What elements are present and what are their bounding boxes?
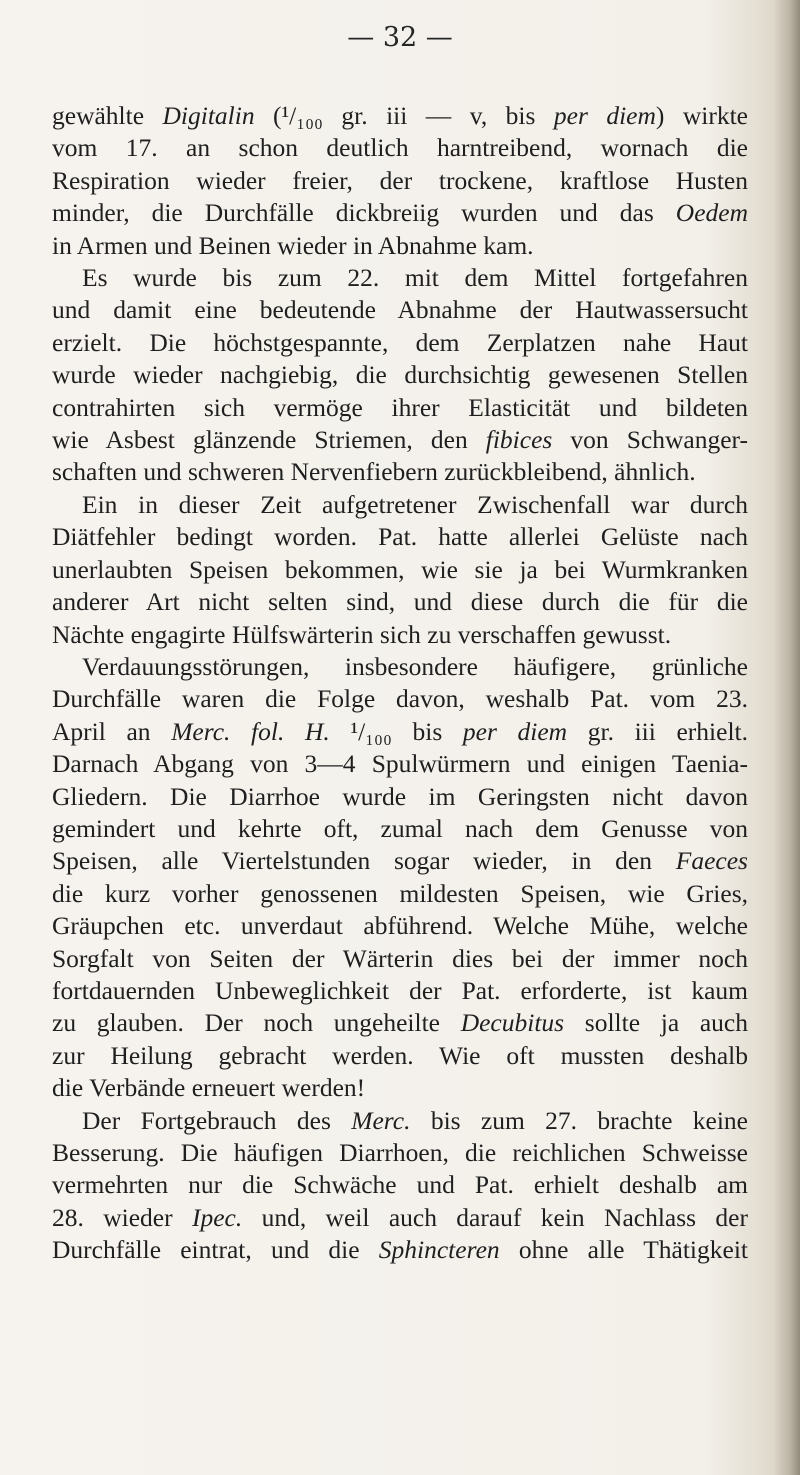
text-line: anderer Art nicht selten sind, und diese durch die für die xyxy=(52,587,748,617)
italic-term: fibices xyxy=(485,425,553,455)
text-line: die Verbände erneuert werden! xyxy=(52,1073,366,1103)
text-line: wurde wieder nachgiebig, die durchsichtig gewesenen Stellen xyxy=(52,360,748,390)
page-number: — 32 — xyxy=(347,22,453,53)
body-text xyxy=(52,100,748,1267)
text-line: Der Fortgebrauch des Merc. bis zum 27. brachte keine xyxy=(82,1105,749,1135)
text-line: Sorgfalt von Seiten der Wärterin dies bei der immer noch xyxy=(52,943,748,973)
text-line: Diätfehler bedingt worden. Pat. hatte allerlei Gelüste nach xyxy=(52,522,748,552)
text-line: wie Asbest glänzende Striemen, den fibices von Schwanger- xyxy=(52,425,748,455)
text-line: 28. wieder Ipec. und, weil auch darauf kein Nachlass der xyxy=(52,1202,748,1232)
italic-term: Sphincteren xyxy=(378,1235,500,1265)
text-line: schaften und schweren Nervenfiebern zurückbleibend, ähnlich. xyxy=(52,457,696,487)
italic-term: Oedem xyxy=(675,198,748,228)
italic-term: Digitalin xyxy=(162,101,255,130)
text-line: Nächte engagirte Hülfswärterin sich zu verschaffen gewusst. xyxy=(52,619,672,649)
text-line: Es wurde bis zum 22. mit dem Mittel fortgefahren xyxy=(82,263,748,293)
page-edge-shadow xyxy=(774,0,800,1475)
text-line: und damit eine bedeutende Abnahme der Hautwassersucht xyxy=(52,295,748,325)
text-line: Durchfälle eintrat, und die Sphincteren ohne alle Thätigkeit xyxy=(52,1235,748,1265)
text-line: zu glauben. Der noch ungeheilte Decubitus sollte ja auch xyxy=(52,1008,748,1038)
text-line: Gliedern. Die Diarrhoe wurde im Geringsten nicht davon xyxy=(52,781,748,811)
text-line: gewählte Digitalin (¹/₁₀₀ gr. iii — v, bis per diem) wirkte xyxy=(52,101,748,130)
text-line: gemindert und kehrte oft, zumal nach dem Genusse von xyxy=(52,813,748,843)
text-line: Gräupchen etc. unverdaut abführend. Welche Mühe, welche xyxy=(52,911,748,941)
text-line: vom 17. an schon deutlich harntreibend, wornach die xyxy=(52,133,748,163)
paragraph xyxy=(52,262,748,489)
text-line: Respiration wieder freier, der trockene, kraftlose Husten xyxy=(52,165,748,195)
text-line: in Armen und Beinen wieder in Abnahme kam. xyxy=(52,230,534,260)
text-line: Besserung. Die häufigen Diarrhoen, die reichlichen Schweisse xyxy=(52,1138,748,1167)
paragraph xyxy=(52,1105,748,1267)
text-line: Durchfälle waren die Folge davon, weshalb Pat. vom 23. xyxy=(52,684,748,714)
italic-term: Merc. xyxy=(351,1105,411,1135)
paragraph xyxy=(52,100,748,262)
paragraph xyxy=(52,489,748,651)
text-line: Speisen, alle Viertelstunden sogar wieder, in den Faeces xyxy=(52,846,748,876)
text-line: April an Merc. fol. H. ¹/₁₀₀ bis per diem gr. iii erhielt. xyxy=(52,716,748,746)
text-line: vermehrten nur die Schwäche und Pat. erhielt deshalb am xyxy=(52,1170,748,1200)
text-line: unerlaubten Speisen bekommen, wie sie ja bei Wurmkranken xyxy=(52,554,748,584)
text-line: contrahirten sich vermöge ihrer Elasticität und bildeten xyxy=(52,392,748,422)
italic-term: Merc. fol. H. xyxy=(171,716,330,746)
italic-term: Decubitus xyxy=(460,1008,565,1038)
text-line: zur Heilung gebracht werden. Wie oft mussten deshalb xyxy=(52,1040,748,1070)
text-line: Ein in dieser Zeit aufgetretener Zwischenfall war durch xyxy=(82,489,748,519)
text-line: die kurz vorher genossenen mildesten Speisen, wie Gries, xyxy=(52,878,748,908)
italic-term: per diem xyxy=(553,101,656,130)
text-line: erzielt. Die höchstgespannte, dem Zerplatzen nahe Haut xyxy=(52,327,748,357)
text-line: Verdauungsstörungen, insbesondere häufigere, grünliche xyxy=(82,651,748,681)
text-line: Darnach Abgang von 3—4 Spulwürmern und einigen Taenia- xyxy=(52,749,748,779)
italic-term: Ipec. xyxy=(191,1202,243,1232)
text-line: fortdauernden Unbeweglichkeit der Pat. erforderte, ist kaum xyxy=(52,975,748,1005)
italic-term: Faeces xyxy=(675,846,748,876)
text-line: minder, die Durchfälle dickbreiig wurden und das Oedem xyxy=(52,198,748,228)
paragraph xyxy=(52,651,748,1105)
italic-term: per diem xyxy=(462,716,568,746)
